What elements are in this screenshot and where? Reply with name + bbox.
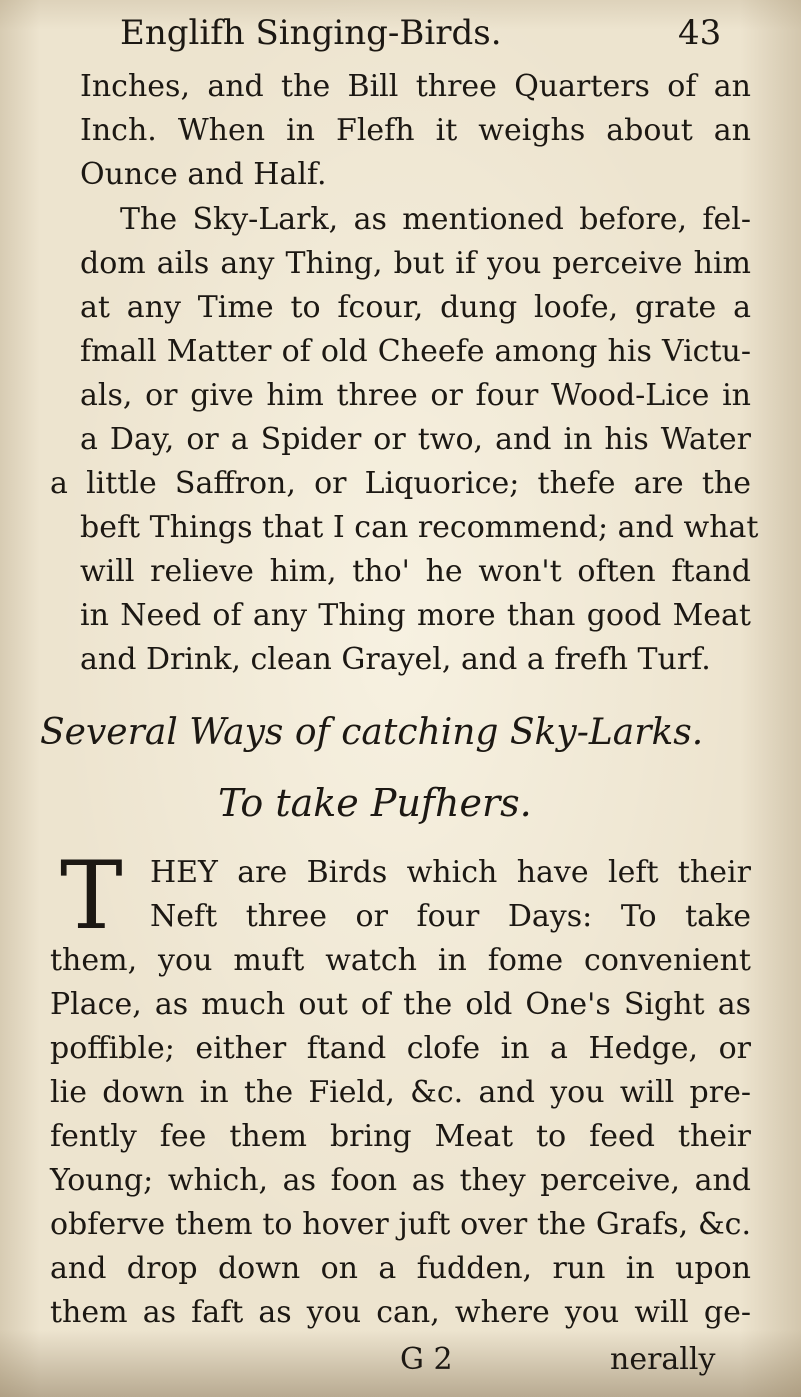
paragraph-one-line-1: Inches, and the Bill three Quarters of an — [80, 69, 751, 104]
paragraph-one-line-3: Ounce and Half. — [80, 157, 327, 192]
running-title: Englifh Singing-Birds. — [120, 13, 502, 53]
paragraph-two-line-2: dom ails any Thing, but if you perceive him — [80, 246, 751, 281]
paragraph-three-line-8: and drop down on a fudden, run in upon — [50, 1251, 751, 1286]
paragraph-three-first-line-2: Neft three or four Days: To take — [150, 899, 751, 934]
section-subtitle: To take Pufhers. — [218, 781, 532, 825]
paragraph-three-line-5: fently fee them bring Meat to feed their — [50, 1119, 751, 1154]
paragraph-two-line-7: a little Saffron, or Liquorice; thefe are the — [50, 466, 751, 501]
paragraph-three-line-7: obferve them to hover juft over the Grafs, &c. — [50, 1207, 751, 1242]
signature-mark: G 2 — [400, 1342, 453, 1377]
paragraph-two-line-4: fmall Matter of old Cheefe among his Victu- — [80, 334, 751, 369]
paragraph-two-line-10: in Need of any Thing more than good Meat — [80, 598, 751, 633]
paragraph-one-line-2: Inch. When in Flefh it weighs about an — [80, 113, 751, 148]
paragraph-three-line-4: lie down in the Field, &c. and you will pre- — [50, 1075, 751, 1110]
catchword: nerally — [610, 1342, 716, 1377]
paragraph-two-line-3: at any Time to fcour, dung loofe, grate a — [80, 290, 751, 325]
section-title: Several Ways of catching Sky-Larks. — [40, 712, 704, 753]
paragraph-two-line-9: will relieve him, tho' he won't often ftand — [80, 554, 751, 589]
paragraph-two-line-8: beft Things that I can recommend; and what — [80, 510, 759, 545]
paragraph-three-line-1: them, you muft watch in fome convenient — [50, 943, 751, 978]
drop-cap: T — [60, 842, 123, 951]
paragraph-three-line-2: Place, as much out of the old One's Sight as — [50, 987, 751, 1022]
paragraph-two-line-11: and Drink, clean Grayel, and a frefh Turf. — [80, 642, 711, 677]
paragraph-three-first-line-1: HEY are Birds which have left their — [150, 855, 751, 890]
paragraph-three-line-3: poffible; either ftand clofe in a Hedge, or — [50, 1031, 751, 1066]
paragraph-two-line-5: als, or give him three or four Wood-Lice in — [80, 378, 751, 413]
paragraph-two-line-6: a Day, or a Spider or two, and in his Water — [80, 422, 751, 457]
page-number: 43 — [678, 13, 722, 53]
paragraph-two-line-1: The Sky-Lark, as mentioned before, fel- — [120, 202, 751, 237]
paragraph-three-line-6: Young; which, as foon as they perceive, and — [50, 1163, 751, 1198]
paragraph-three-line-9: them as faft as you can, where you will ge- — [50, 1295, 751, 1330]
